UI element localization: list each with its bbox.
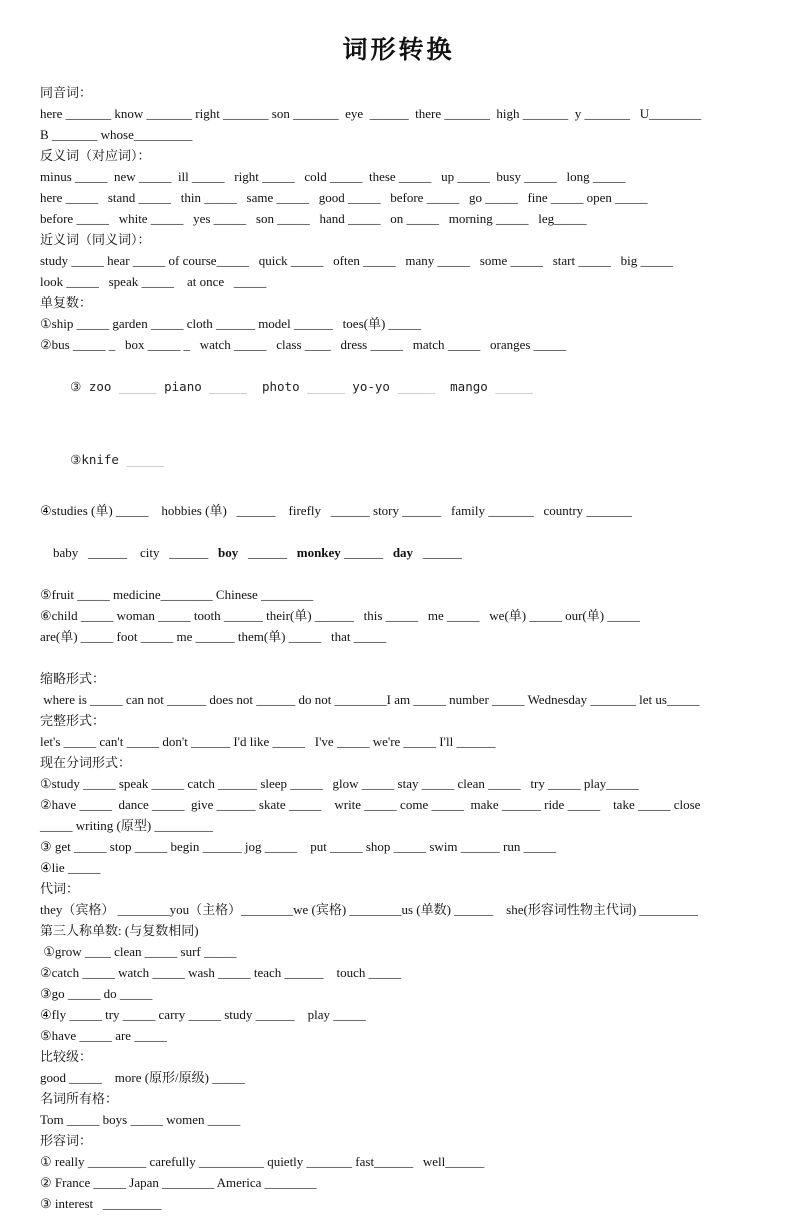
line-pronouns-header: 代词： — [40, 881, 80, 896]
line-thirdperson-1: ①grow ____ clean _____ surf _____ — [40, 944, 237, 959]
line-homophones-1: here _______ know _______ right _______ son _______ eye ______ there _______ high _______ y _______ U________ — [40, 106, 702, 121]
line-participle-header: 现在分词形式： — [40, 755, 132, 770]
word-group: mango — [435, 379, 496, 394]
line-homophones-header: 同音词： — [40, 85, 93, 100]
line-fullform-1: let's _____ can't _____ don't ______ I'd like _____ I've _____ we're _____ I'll ______ — [40, 734, 496, 749]
word-group: ______ — [340, 545, 393, 560]
word-group: ______ — [413, 545, 462, 560]
blank-line: _____ — [118, 379, 157, 394]
blank-line: _____ — [209, 379, 247, 394]
line-adjective-1: ① really _________ carefully __________ quietly _______ fast______ well______ — [40, 1154, 485, 1169]
line-possessive-1: Tom _____ boys _____ women _____ — [40, 1112, 241, 1127]
line-plural-6: ⑥child _____ woman _____ tooth ______ their(单) ______ this _____ me _____ we(单) _____ our(单) _____ — [40, 608, 640, 623]
bold-word: boy — [218, 545, 239, 560]
line-adjective-3: ③ interest _________ — [40, 1196, 162, 1211]
line-synonyms-1: study _____ hear _____ of course_____ quick _____ often _____ many _____ some _____ start _____ big _____ — [40, 253, 673, 268]
line-plural-3b — [40, 428, 757, 491]
line-adjective-2: ② France _____ Japan ________ America ________ — [40, 1175, 317, 1190]
line-participle-1: ①study _____ speak _____ catch ______ sleep _____ glow _____ stay _____ clean _____ try _____ play_____ — [40, 776, 639, 791]
line-plural-2: ②bus _____ _ box _____ _ watch _____ class ____ dress _____ match _____ oranges _____ — [40, 337, 567, 352]
line-thirdperson-header: 第三人称单数: (与复数相同) — [40, 923, 199, 938]
word-group: piano — [156, 379, 210, 394]
line-plural-4b — [40, 521, 757, 584]
bold-word: monkey — [296, 545, 341, 560]
line-comparative-header: 比较级： — [40, 1049, 93, 1064]
blank-line: _____ — [397, 379, 436, 394]
line-fullform-header: 完整形式： — [40, 713, 106, 728]
word-group: baby ______ city ______ — [53, 545, 219, 560]
word-group: photo — [246, 379, 308, 394]
line-plural-6b: are(单) _____ foot _____ me ______ them(单) _____ that _____ — [40, 629, 387, 644]
line-thirdperson-2: ②catch _____ watch _____ wash _____ teach ______ touch _____ — [40, 965, 402, 980]
page-title: 词形转换 — [342, 37, 455, 64]
line-antonyms-3: before _____ white _____ yes _____ son _____ hand _____ on _____ morning _____ leg_____ — [40, 211, 587, 226]
line-plural-4: ④studies (单) _____ hobbies (单) ______ firefly ______ story ______ family _______ country _______ — [40, 503, 632, 518]
line-plural-5: ⑤fruit _____ medicine________ Chinese ________ — [40, 587, 314, 602]
blank-line: _____ — [495, 379, 533, 394]
line-participle-2b: _____ writing (原型) _________ — [40, 818, 213, 833]
word-group: ③ zoo — [70, 379, 119, 394]
line-plural-1: ①ship _____ garden _____ cloth ______ model ______ toes(单) _____ — [40, 316, 422, 331]
line-synonyms-header: 近义词（同义词）： — [40, 232, 151, 247]
line-participle-4: ④lie _____ — [40, 860, 101, 875]
line-possessive-header: 名词所有格： — [40, 1091, 119, 1106]
blank-line: _____ — [126, 452, 165, 467]
line-antonyms-header: 反义词（对应词）： — [40, 148, 151, 163]
line-synonyms-2: look _____ speak _____ at once _____ — [40, 274, 267, 289]
line-plural-header: 单复数： — [40, 295, 93, 310]
line-plural-3 — [40, 355, 757, 418]
line-abbrev-header: 缩略形式： — [40, 671, 106, 686]
line-thirdperson-4: ④fly _____ try _____ carry _____ study ______ play _____ — [40, 1007, 366, 1022]
word-group: ______ — [238, 545, 297, 560]
line-antonyms-2: here _____ stand _____ thin _____ same _____ good _____ before _____ go _____ fine _____ open _____ — [40, 190, 648, 205]
line-antonyms-1: minus _____ new _____ ill _____ right _____ cold _____ these _____ up _____ busy _____ long _____ — [40, 169, 626, 184]
word-group: yo-yo — [344, 379, 398, 394]
blank-line: _____ — [307, 379, 345, 394]
line-thirdperson-3: ③go _____ do _____ — [40, 986, 153, 1001]
line-participle-3: ③ get _____ stop _____ begin ______ jog _____ put _____ shop _____ swim ______ run _____ — [40, 839, 557, 854]
line-thirdperson-5: ⑤have _____ are _____ — [40, 1028, 167, 1043]
word-group: ③knife — [70, 452, 127, 467]
line-abbrev-1: where is _____ can not ______ does not ______ do not ________I am _____ number _____ Wednesday _______ let us_____ — [40, 692, 700, 707]
line-participle-2: ②have _____ dance _____ give ______ skate _____ write _____ come _____ make ______ ride _____ take _____ close — [40, 797, 701, 812]
line-homophones-2: B _______ whose_________ — [40, 127, 193, 142]
line-pronouns-1: they（宾格） ________you（主格）________we (宾格) ________us (单数) ______ she(形容词性物主代词) _________ — [40, 902, 698, 917]
bold-word: day — [392, 545, 414, 560]
line-comparative-1: good _____ more (原形/原级) _____ — [40, 1070, 245, 1085]
line-adjective-header: 形容词： — [40, 1133, 93, 1148]
